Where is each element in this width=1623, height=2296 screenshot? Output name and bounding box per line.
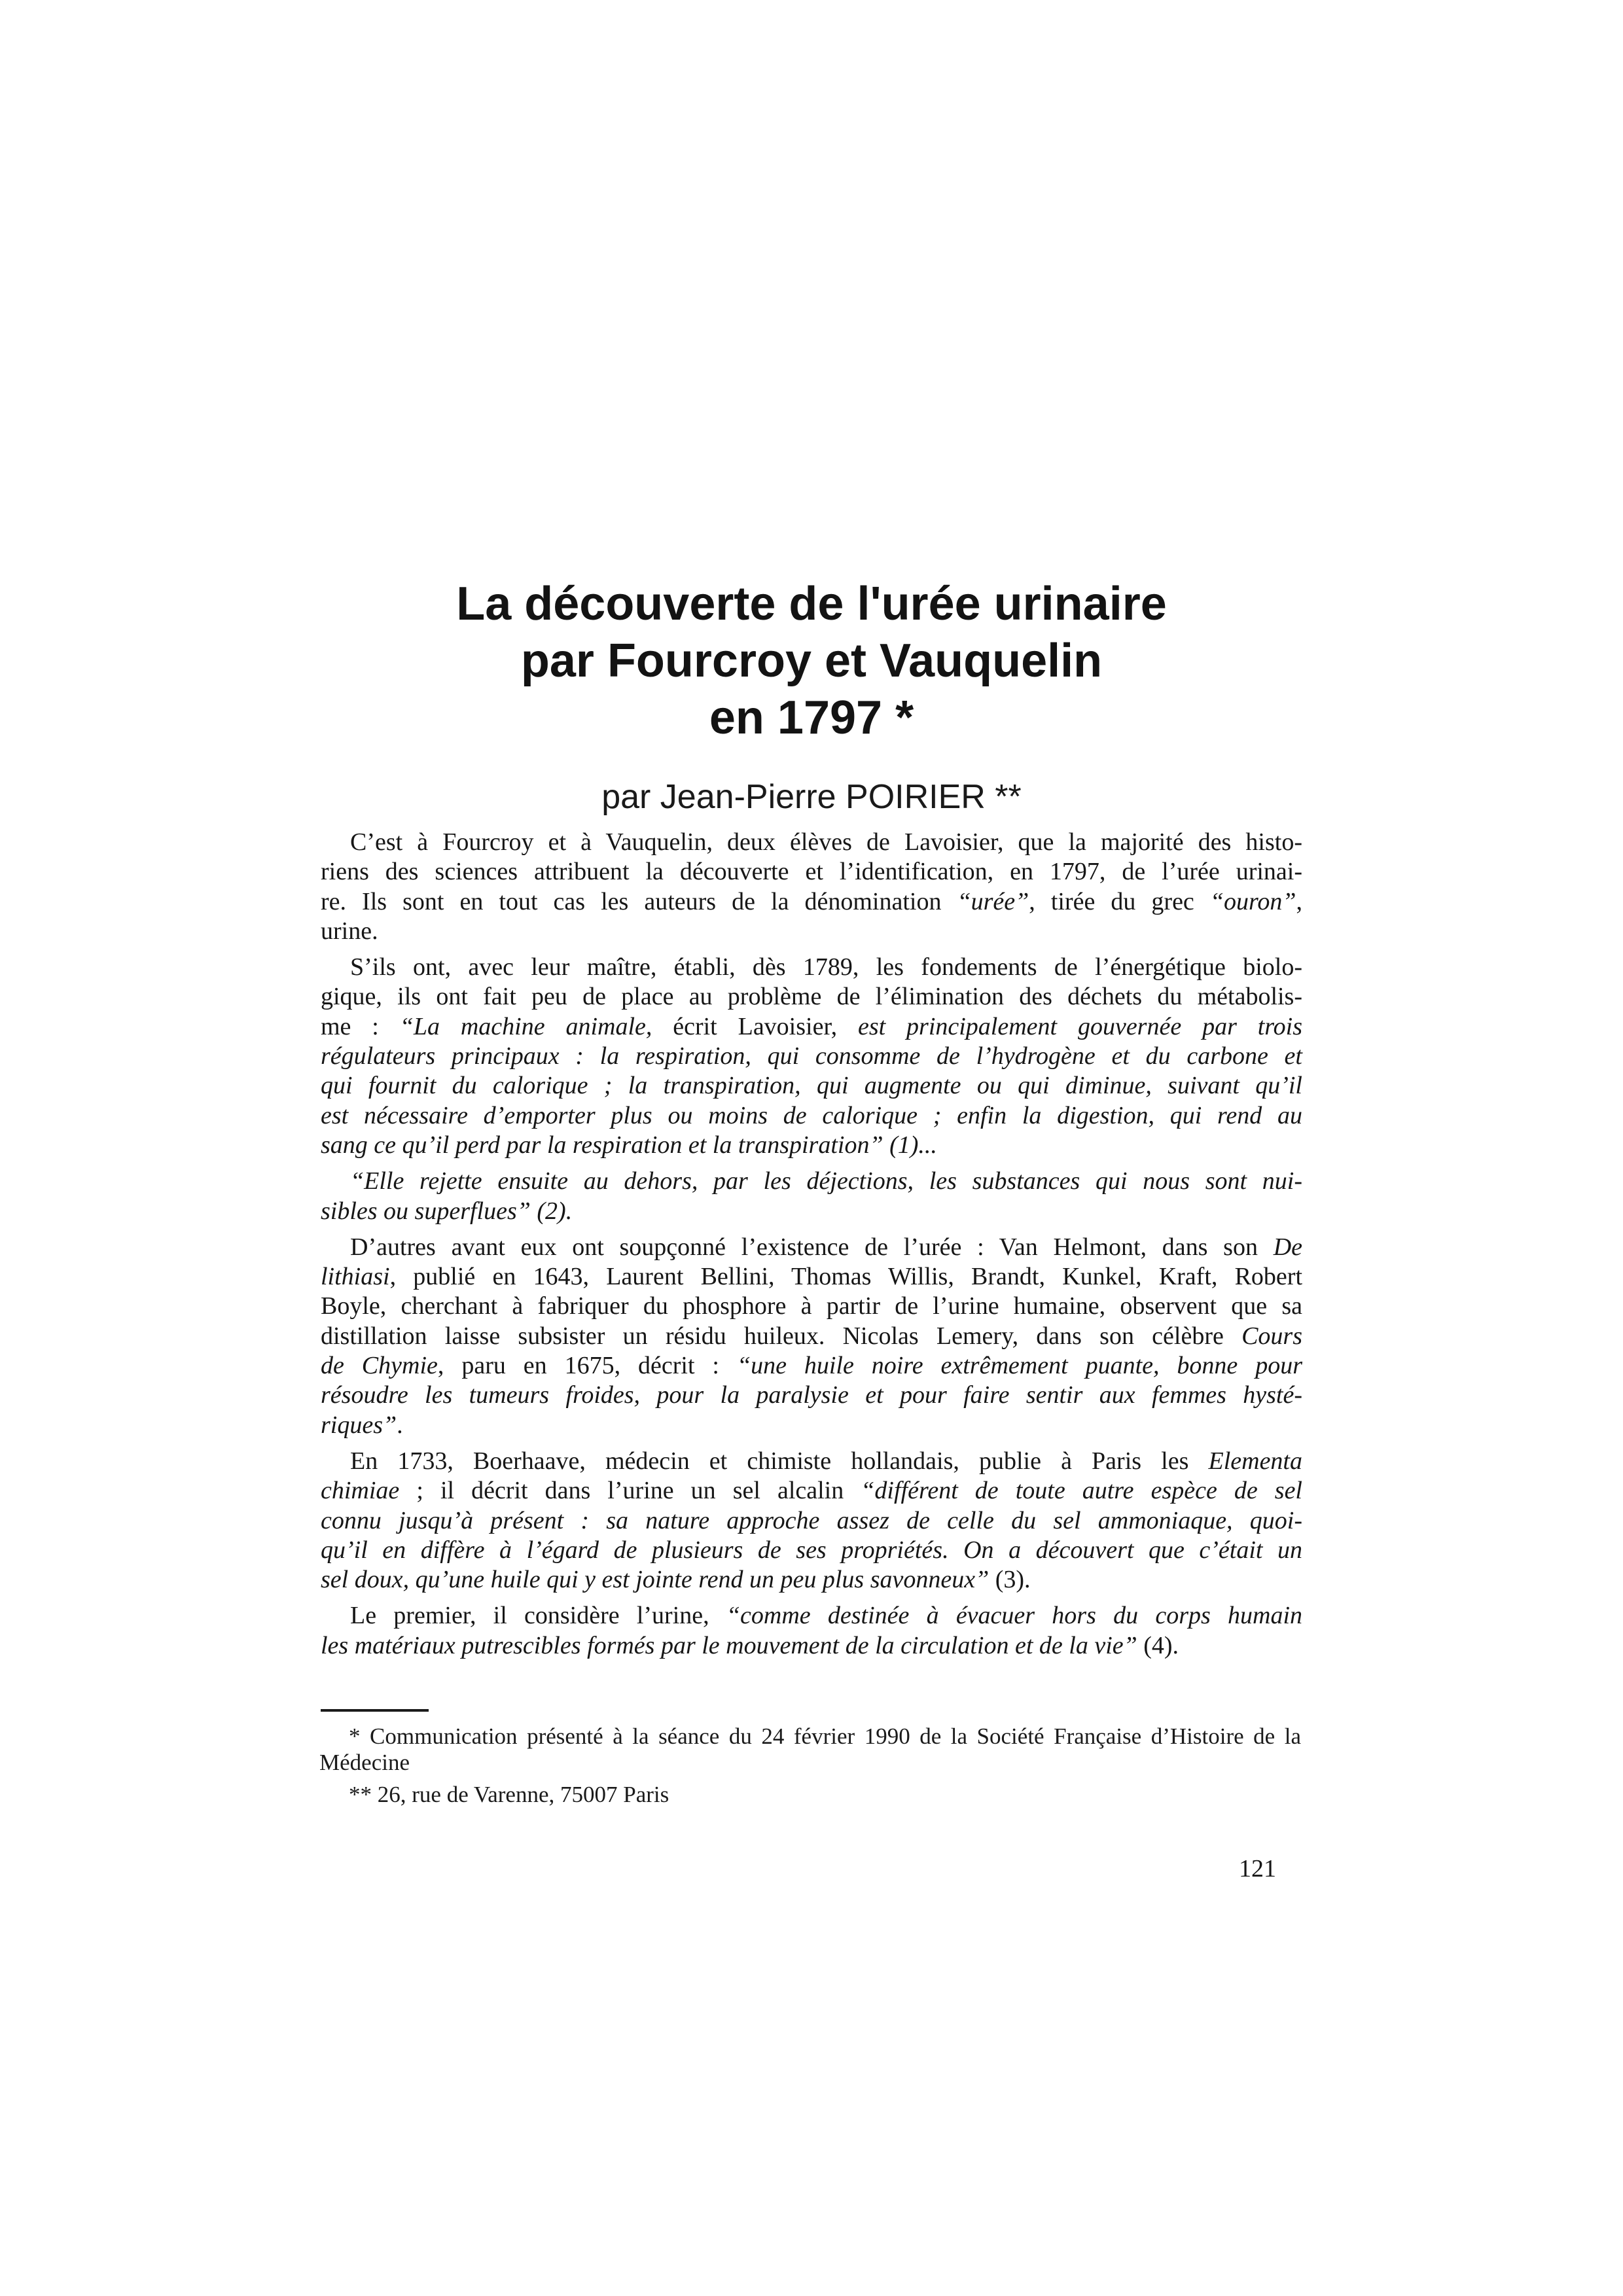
italic-text-segment: lithiasi <box>321 1263 390 1291</box>
italic-text-segment: “différent de toute autre espèce de sel <box>861 1477 1302 1505</box>
text-segment: me : <box>321 1012 400 1040</box>
text-line <box>321 1506 1302 1536</box>
italic-text-segment: résoudre les tumeurs froides, pour la paralysie et pour faire sentir aux femmes hysté- <box>321 1381 1302 1409</box>
paragraph <box>321 828 1302 946</box>
text-line <box>321 1233 1302 1262</box>
italic-text-segment: Elementa <box>1208 1447 1302 1475</box>
text-line <box>321 1351 1302 1381</box>
text-segment: En 1733, Boerhaave, médecin et chimiste hollandais, publie à Paris les <box>350 1447 1209 1475</box>
article-byline: par Jean-Pierre POIRIER ** <box>601 778 1022 816</box>
footnote-separator <box>321 1709 429 1712</box>
page-number: 121 <box>1239 1855 1276 1882</box>
paragraph <box>321 953 1302 1160</box>
text-line <box>321 1631 1302 1661</box>
text-line <box>321 1447 1302 1476</box>
italic-text-segment: sel doux, qu’une huile qui y est jointe rend un peu plus savonneux” <box>321 1566 990 1594</box>
article-title <box>321 576 1302 747</box>
article-title-line-2: par Fourcroy et Vauquelin <box>520 635 1103 687</box>
paragraph <box>321 1167 1302 1226</box>
text-line <box>321 953 1302 982</box>
text-segment: * Communication présenté à la séance du 24 février 1990 de la Société Française d’Histoire de la <box>349 1723 1301 1749</box>
text-segment: , <box>1296 887 1302 915</box>
italic-text-segment: Cours <box>1241 1322 1302 1350</box>
text-segment: gique, ils ont fait peu de place au problème de l’élimination des déchets du métabolis- <box>321 983 1302 1011</box>
italic-text-segment: est principalement gouvernée par trois <box>857 1012 1303 1040</box>
text-line <box>321 1536 1302 1565</box>
footnotes <box>319 1723 1301 1808</box>
paragraph <box>321 1601 1302 1661</box>
italic-text-segment: chimiae <box>321 1477 400 1505</box>
text-segment: , tirée du grec <box>1029 887 1210 915</box>
text-line <box>321 1197 1302 1226</box>
italic-text-segment: riques” <box>321 1411 397 1439</box>
text-line <box>321 857 1302 887</box>
italic-text-segment: “urée” <box>957 887 1029 915</box>
text-line <box>321 828 1302 857</box>
article-title-line-1: La découverte de l'urée urinaire <box>456 578 1167 630</box>
italic-text-segment: “Elle rejette ensuite au dehors, par les déjections, les substances qui nous sont nui- <box>350 1167 1302 1195</box>
text-segment: distillation laisse subsister un résidu huileux. Nicolas Lemery, dans son célèbre <box>321 1322 1242 1350</box>
text-line <box>321 1262 1302 1292</box>
text-segment: , paru en 1675, décrit : <box>437 1352 737 1380</box>
text-line <box>321 1411 1302 1440</box>
text-segment: Boyle, cherchant à fabriquer du phosphore à partir de l’urine humaine, observent que sa <box>321 1292 1302 1320</box>
text-line <box>319 1750 1301 1776</box>
text-line <box>321 1042 1302 1071</box>
text-segment: (3). <box>989 1566 1031 1594</box>
text-segment: D’autres avant eux ont soupçonné l’existence de l’urée : Van Helmont, dans son <box>350 1233 1274 1261</box>
footnote <box>319 1723 1301 1776</box>
text-line <box>321 1101 1302 1131</box>
text-line <box>321 1565 1302 1595</box>
text-line <box>321 1012 1302 1042</box>
italic-text-segment: régulateurs principaux : la respiration, qui consomme de l’hydrogène et du carbone et <box>321 1042 1302 1070</box>
text-line <box>321 982 1302 1012</box>
text-segment: (4). <box>1137 1631 1179 1659</box>
text-segment: S’ils ont, avec leur maître, établi, dès 1789, les fondements de l’énergétique biolo- <box>350 953 1302 981</box>
paragraph <box>321 1447 1302 1595</box>
text-segment: ; il décrit dans l’urine un sel alcalin <box>399 1477 861 1505</box>
text-line <box>321 1381 1302 1410</box>
italic-text-segment: sang ce qu’il perd par la respiration et la transpiration” (1)... <box>321 1131 937 1159</box>
text-segment: Médecine <box>319 1750 410 1775</box>
text-line <box>321 1322 1302 1351</box>
text-line <box>321 917 1302 946</box>
text-segment: ** 26, rue de Varenne, 75007 Paris <box>349 1782 669 1807</box>
text-line <box>321 1167 1302 1196</box>
text-line <box>321 1071 1302 1101</box>
footnote <box>319 1782 1301 1808</box>
italic-text-segment: “ouron” <box>1209 887 1296 915</box>
text-line <box>319 1782 1301 1808</box>
italic-text-segment: sibles ou superflues” (2). <box>321 1197 573 1225</box>
italic-text-segment: qu’il en diffère à l’égard de plusieurs de ses propriétés. On a découvert que c’était un <box>321 1536 1302 1564</box>
article-body <box>321 828 1302 1661</box>
italic-text-segment: est nécessaire d’emporter plus ou moins de calorique ; enfin la digestion, qui rend au <box>321 1101 1302 1129</box>
text-segment: urine. <box>321 917 378 945</box>
italic-text-segment: les matériaux putrescibles formés par le mouvement de la circulation et de la vie” <box>321 1631 1137 1659</box>
text-segment: . <box>397 1411 403 1439</box>
italic-text-segment: “une huile noire extrêmement puante, bonne pour <box>736 1352 1303 1380</box>
italic-text-segment: De <box>1273 1233 1302 1261</box>
italic-text-segment: connu jusqu’à présent : sa nature approche assez de celle du sel ammoniaque, quoi- <box>321 1506 1302 1534</box>
text-segment: riens des sciences attribuent la découverte et l’identification, en 1797, de l’urée urinai- <box>321 858 1302 886</box>
paragraph <box>321 1233 1302 1440</box>
text-line <box>321 1601 1302 1631</box>
italic-text-segment: qui fournit du calorique ; la transpiration, qui augmente ou qui diminue, suivant qu’il <box>321 1072 1302 1100</box>
text-line <box>319 1723 1301 1750</box>
text-line <box>321 1476 1302 1506</box>
text-line <box>321 1131 1302 1160</box>
text-segment: Le premier, il considère l’urine, <box>350 1602 726 1630</box>
italic-text-segment: “La machine animale, <box>399 1012 652 1040</box>
italic-text-segment: de Chymie <box>321 1352 438 1380</box>
text-line <box>321 1292 1302 1321</box>
text-line <box>321 887 1302 917</box>
text-segment: C’est à Fourcroy et à Vauquelin, deux élèves de Lavoisier, que la majorité des histo- <box>350 828 1302 856</box>
text-segment: re. Ils sont en tout cas les auteurs de la dénomination <box>321 887 957 915</box>
italic-text-segment: “comme destinée à évacuer hors du corps humain <box>726 1602 1303 1630</box>
article-title-line-3: en 1797 * <box>709 692 914 744</box>
text-segment: , publié en 1643, Laurent Bellini, Thomas Willis, Brandt, Kunkel, Kraft, Robert <box>389 1263 1302 1291</box>
text-segment: écrit Lavoisier, <box>652 1012 858 1040</box>
